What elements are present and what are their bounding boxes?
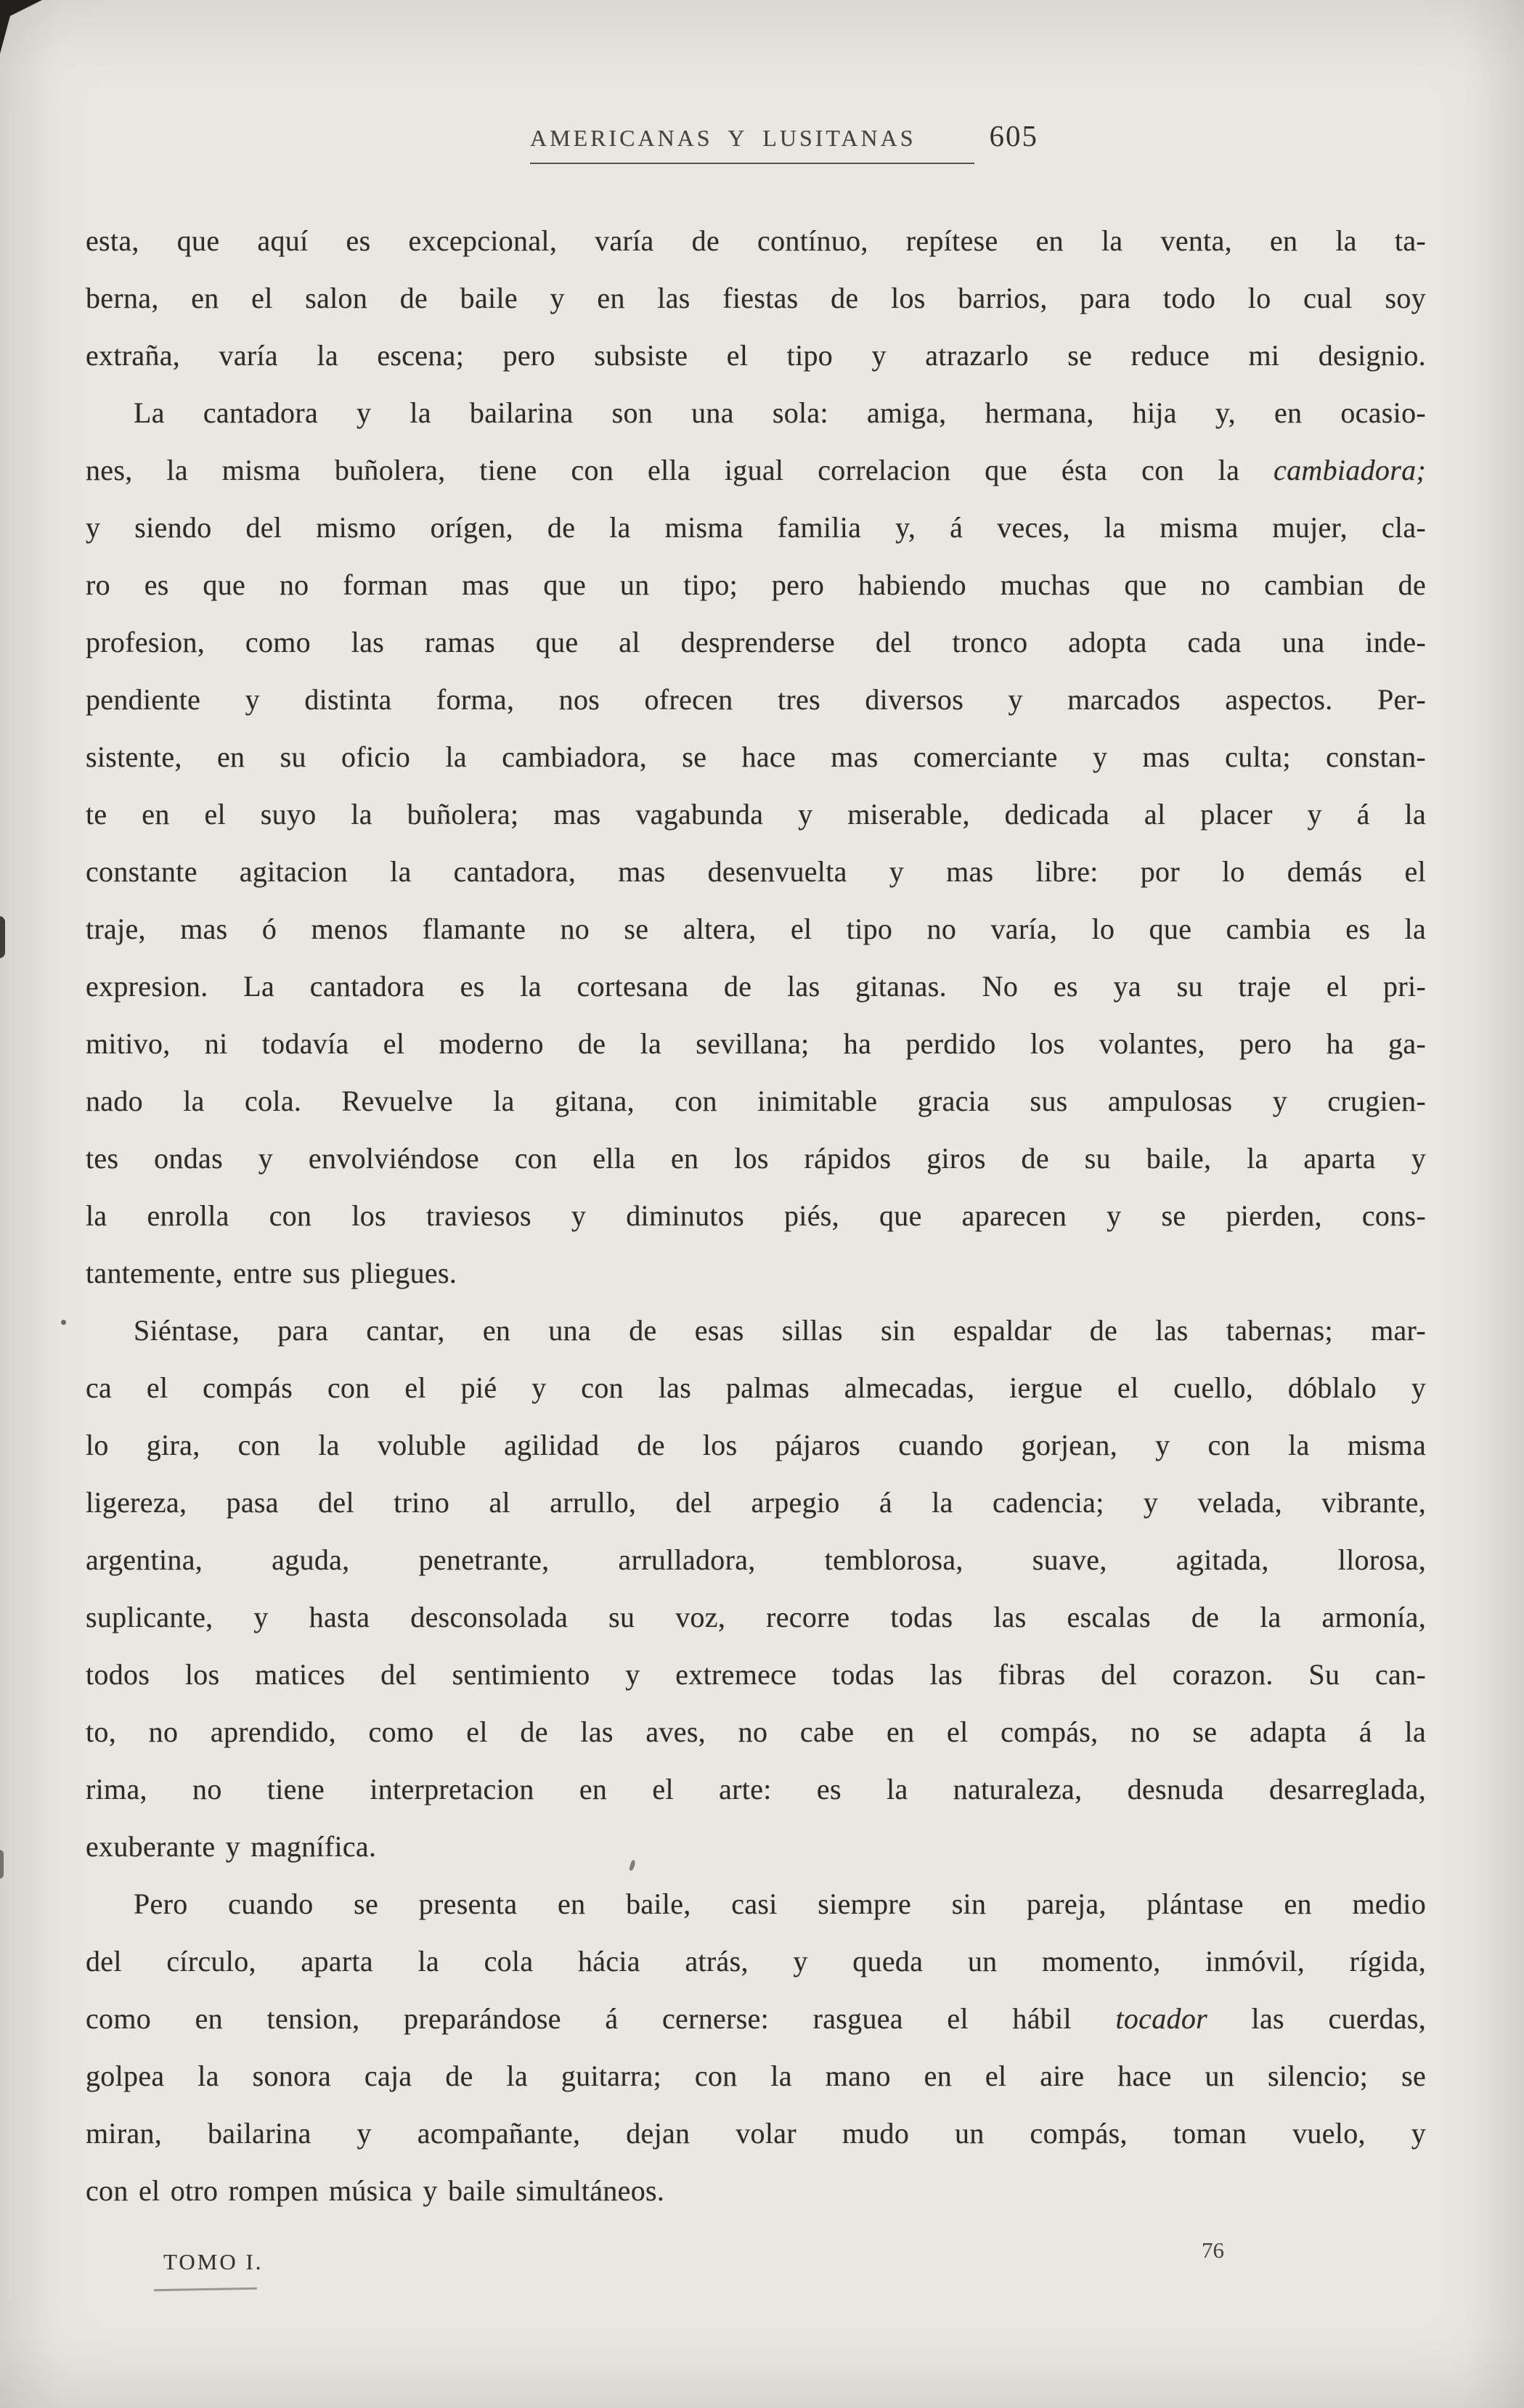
- text-line: la enrolla con los traviesos y diminutos piés, que aparecen y se pierden, cons-: [86, 1199, 1426, 1232]
- text-line: pendiente y distinta forma, nos ofrecen tres diversos y marcados aspectos. Per-: [86, 683, 1426, 716]
- paragraph: [86, 384, 1426, 1302]
- text-line: y siendo del mismo orígen, de la misma familia y, á veces, la misma mujer, cla-: [86, 511, 1426, 544]
- text-line: mitivo, ni todavía el moderno de la sevillana; ha perdido los volantes, pero ha ga-: [86, 1027, 1426, 1060]
- text-line: exuberante y magnífica.: [86, 1830, 377, 1863]
- paragraph: [86, 1302, 1426, 1875]
- paragraph: [86, 212, 1426, 384]
- text-line: lo gira, con la voluble agilidad de los pájaros cuando gorjean, y con la misma: [86, 1429, 1426, 1461]
- text-line: ro es que no forman mas que un tipo; pero habiendo muchas que no cambian de: [86, 568, 1426, 601]
- page-number: 605: [989, 119, 1038, 152]
- running-header-title: AMERICANAS Y LUSITANAS: [530, 125, 916, 151]
- text-line: extraña, varía la escena; pero subsiste el tipo y atrazarlo se reduce mi designio.: [86, 339, 1426, 372]
- text-line: Siéntase, para cantar, en una de esas sillas sin espaldar de las tabernas; mar-: [134, 1314, 1426, 1347]
- text-line: argentina, aguda, penetrante, arrulladora, temblorosa, suave, agitada, llorosa,: [86, 1543, 1426, 1576]
- text-line: constante agitacion la cantadora, mas desenvuelta y mas libre: por lo demás el: [86, 855, 1426, 888]
- text-line: te en el suyo la buñolera; mas vagabunda y miserable, dedicada al placer y á la: [86, 798, 1426, 830]
- paragraph: [86, 1875, 1426, 2219]
- text-line: berna, en el salon de baile y en las fiestas de los barrios, para todo lo cual soy: [86, 282, 1426, 314]
- scan-mark-dot: [61, 1320, 66, 1325]
- text-line: golpea la sonora caja de la guitarra; con la mano en el aire hace un silencio; se: [86, 2060, 1426, 2092]
- text-line: Pero cuando se presenta en baile, casi siempre sin pareja, plántase en medio: [134, 1887, 1426, 1920]
- scan-mark-left-edge: [0, 1850, 4, 1879]
- text-line: expresion. La cantadora es la cortesana de las gitanas. No es ya su traje el pri-: [86, 970, 1426, 1003]
- volume-label: TOMO I.: [163, 2249, 264, 2274]
- running-header: [530, 118, 1038, 153]
- text-line: esta, que aquí es excepcional, varía de contínuo, repítese en la venta, en la ta-: [86, 224, 1426, 257]
- text-line: to, no aprendido, como el de las aves, no cabe en el compás, no se adapta á la: [86, 1715, 1426, 1748]
- text-line: ligereza, pasa del trino al arrullo, del arpegio á la cadencia; y velada, vibrante,: [86, 1486, 1426, 1519]
- scan-mark-footer-underline: [154, 2287, 257, 2291]
- scan-mark-top-left: [0, 0, 42, 54]
- text-line: rima, no tiene interpretacion en el arte: es la naturaleza, desnuda desarreglada,: [86, 1773, 1426, 1805]
- signature-number: 76: [1202, 2237, 1224, 2263]
- text-line: suplicante, y hasta desconsolada su voz, recorre todas las escalas de la armonía,: [86, 1601, 1426, 1633]
- text-line: ca el compás con el pié y con las palmas almecadas, iergue el cuello, dóblalo y: [86, 1371, 1426, 1404]
- text-line: tantemente, entre sus pliegues.: [86, 1257, 457, 1289]
- body-text: [86, 212, 1426, 2219]
- text-line: traje, mas ó menos flamante no se altera, el tipo no varía, lo que cambia es la: [86, 913, 1426, 945]
- text-line: La cantadora y la bailarina son una sola: amiga, hermana, hija y, en ocasio-: [134, 396, 1426, 429]
- text-line: miran, bailarina y acompañante, dejan volar mudo un compás, toman vuelo, y: [86, 2117, 1426, 2150]
- text-line: como en tension, preparándose á cernerse: rasguea el hábil tocador las cuerdas,: [86, 2002, 1426, 2035]
- text-line: todos los matices del sentimiento y extremece todas las fibras del corazon. Su can-: [86, 1658, 1426, 1691]
- scan-mark-left-edge: [0, 916, 5, 958]
- text-line: del círculo, aparta la cola hácia atrás, y queda un momento, inmóvil, rígida,: [86, 1945, 1426, 1978]
- text-line: profesion, como las ramas que al desprenderse del tronco adopta cada una inde-: [86, 626, 1426, 658]
- text-line: tes ondas y envolviéndose con ella en los rápidos giros de su baile, la aparta y: [86, 1142, 1426, 1175]
- text-line: nado la cola. Revuelve la gitana, con inimitable gracia sus ampulosas y crugien-: [86, 1085, 1426, 1117]
- text-line: con el otro rompen música y baile simultáneos.: [86, 2174, 665, 2207]
- header-rule: [530, 163, 974, 164]
- text-line: nes, la misma buñolera, tiene con ella igual correlacion que ésta con la cambiadora;: [86, 454, 1426, 486]
- text-line: sistente, en su oficio la cambiadora, se hace mas comerciante y mas culta; constan-: [86, 740, 1426, 773]
